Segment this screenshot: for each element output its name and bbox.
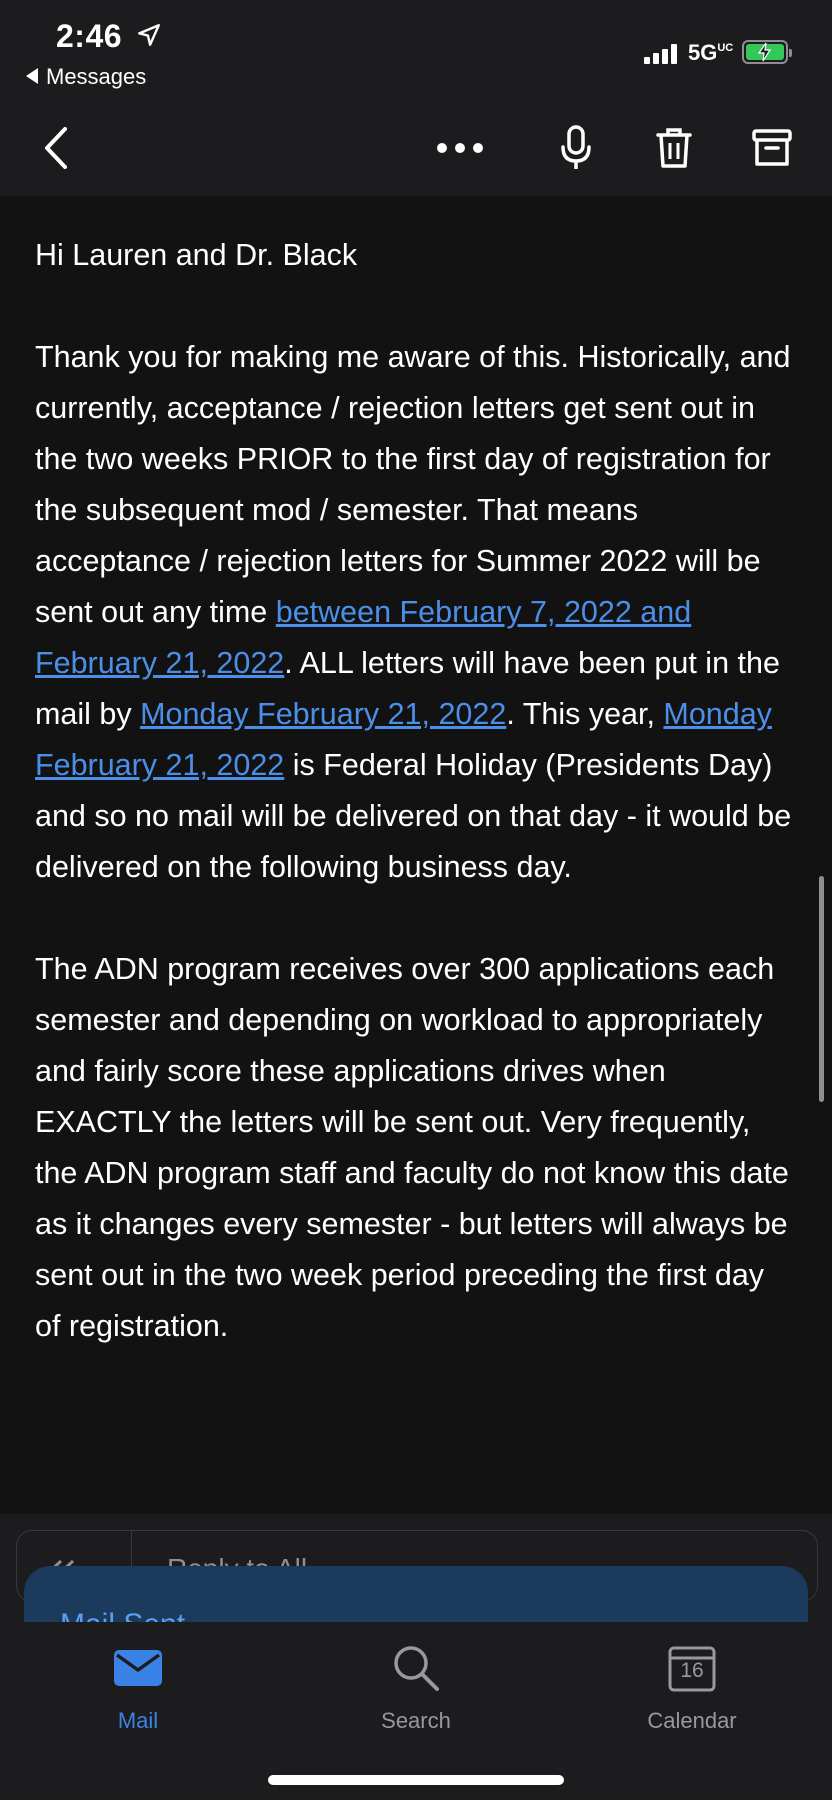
email-paragraph-1: Thank you for making me aware of this. Historically, and currently, acceptance / rejection letters get sent out in the two weeks PRIOR to the first day of registration for the subsequent mod / semester. That means acceptance / rejection letters for Summer 2022 will be sent out any time between February 7, 2022 and February 21, 2022. ALL letters will have been put in the mail by Monday February 21, 2022. This year, Monday February 21, 2022 is Federal Holiday (Presidents Day) and so no mail will be delivered on that day - it would be delivered on the following business day. xyxy=(35,340,792,884)
more-icon xyxy=(436,142,484,154)
mail-icon xyxy=(114,1650,162,1686)
network-label: 5GUC xyxy=(688,40,734,65)
scrollbar[interactable] xyxy=(819,876,824,1102)
tab-calendar-label: Calendar xyxy=(647,1708,737,1733)
tab-calendar[interactable] xyxy=(592,1634,792,1734)
trash-icon xyxy=(655,126,693,170)
email-body xyxy=(0,196,832,1514)
charging-bolt-icon xyxy=(755,42,775,62)
more-button[interactable] xyxy=(436,124,484,172)
battery-icon xyxy=(742,40,788,64)
tab-search-label: Search xyxy=(381,1708,451,1733)
tab-mail[interactable] xyxy=(38,1634,238,1734)
back-to-messages[interactable] xyxy=(26,64,146,90)
back-app-label: Messages xyxy=(46,64,147,89)
status-time: 2:46 xyxy=(56,18,123,54)
signal-icon xyxy=(644,44,680,64)
tab-bar xyxy=(0,1622,832,1800)
archive-button[interactable] xyxy=(748,124,796,172)
location-arrow-icon xyxy=(136,22,162,48)
back-button[interactable] xyxy=(32,124,80,172)
email-toolbar xyxy=(0,100,832,196)
archive-icon xyxy=(752,128,792,168)
email-paragraph-2: The ADN program receives over 300 applications each semester and depending on workload to appropriately and fairly score these applications drives when EXACTLY the letters will be sent out. Very frequently, the ADN program staff and faculty do not know this date as it changes every semester - but letters will always be sent out in the two week period preceding the first day of registration. xyxy=(35,952,789,1343)
date-link-range[interactable]: between February 7, 2022 and February 21, 2022 xyxy=(35,595,692,680)
delete-button[interactable] xyxy=(650,124,698,172)
chevron-left-icon xyxy=(41,125,71,171)
microphone-icon xyxy=(560,125,592,171)
home-indicator[interactable] xyxy=(268,1775,564,1785)
search-icon xyxy=(391,1643,441,1693)
dictate-button[interactable] xyxy=(552,124,600,172)
back-triangle-icon xyxy=(26,68,38,84)
date-link-holiday[interactable]: Monday February 21, 2022 xyxy=(35,697,772,782)
email-greeting: Hi Lauren and Dr. Black xyxy=(35,238,358,272)
status-bar xyxy=(0,0,832,100)
date-link-mail-by[interactable]: Monday February 21, 2022 xyxy=(140,697,507,731)
tab-search[interactable] xyxy=(316,1634,516,1734)
calendar-day: 16 xyxy=(680,1659,704,1682)
tab-mail-label: Mail xyxy=(117,1708,159,1733)
